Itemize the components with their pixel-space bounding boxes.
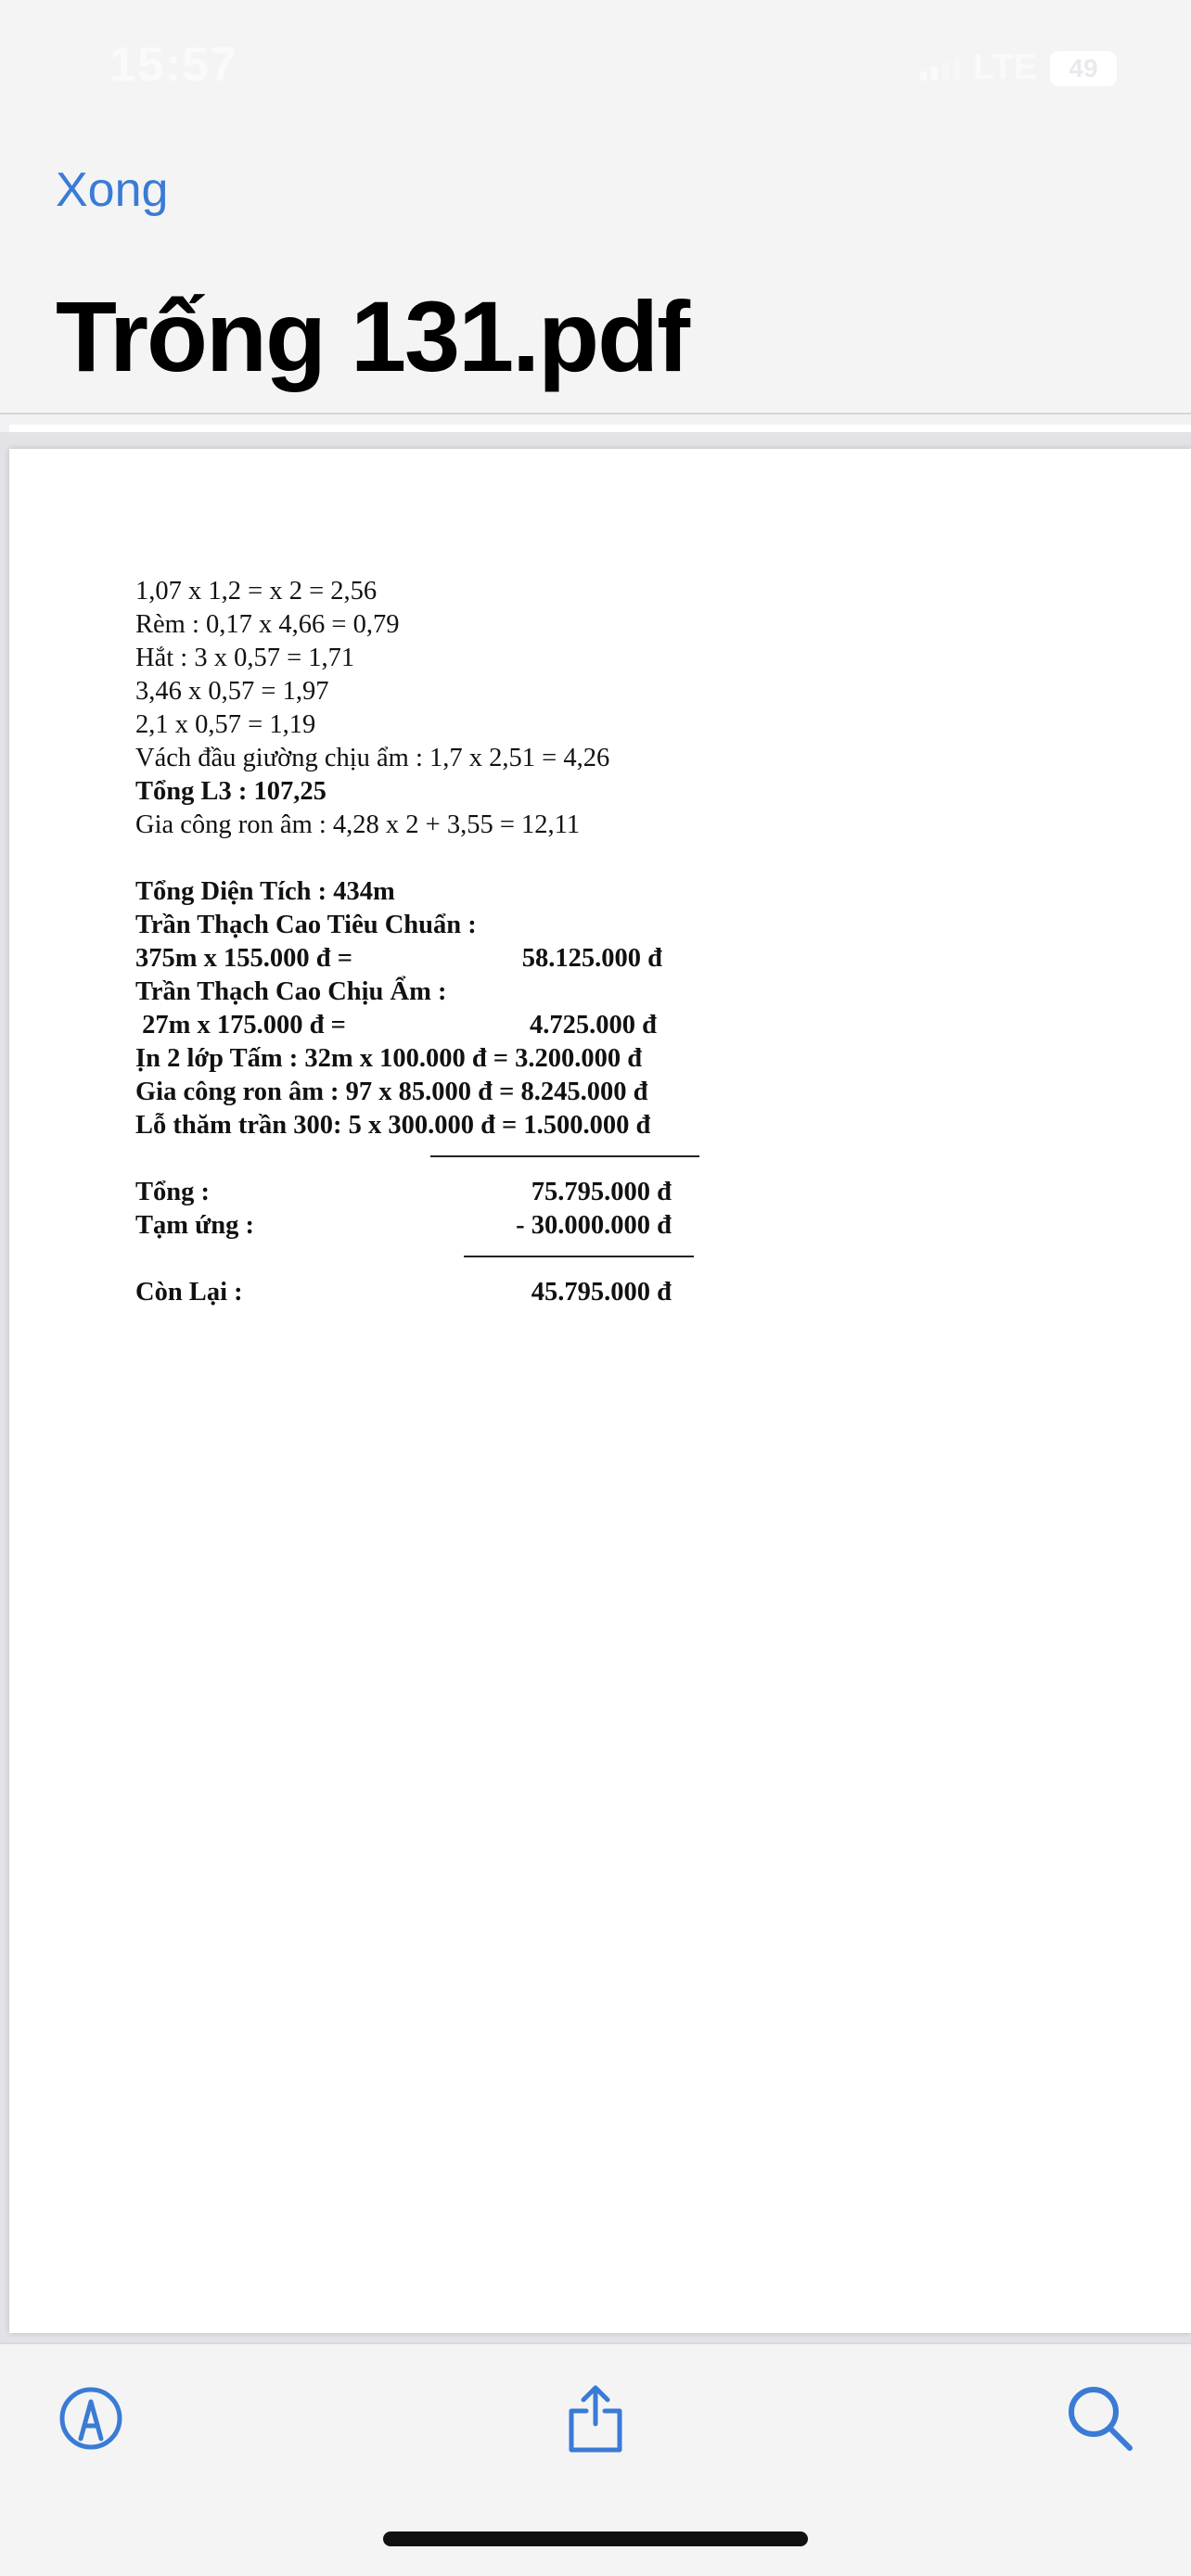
search-icon[interactable] — [1063, 2381, 1137, 2455]
advance-label: Tạm ứng : — [135, 1211, 254, 1240]
pdf-page — [9, 449, 1191, 2333]
remaining-label: Còn Lại : — [135, 1278, 243, 1307]
standard-ceiling-value: 58.125.000 đ — [521, 944, 662, 973]
remaining-row — [135, 1276, 672, 1309]
moisture-ceiling-value: 4.725.000 đ — [530, 1011, 657, 1039]
standard-ceiling-calc: 375m x 155.000 đ = — [135, 944, 352, 973]
doc-line: 3,46 x 0,57 = 1,97 — [135, 677, 329, 706]
inspection-hatch-line: Lỗ thăm trần 300: 5 x 300.000 đ = 1.500.000 đ — [135, 1111, 651, 1140]
markup-pen-icon[interactable] — [54, 2381, 128, 2455]
total-l3: Tổng L3 : 107,25 — [135, 777, 327, 806]
previous-page-edge — [9, 425, 1191, 432]
moisture-ceiling-heading: Trần Thạch Cao Chịu Ẩm : — [135, 977, 447, 1006]
nav-divider — [0, 413, 1191, 414]
doc-line: Hắt : 3 x 0,57 = 1,71 — [135, 644, 355, 672]
doc-line: 2,1 x 0,57 = 1,19 — [135, 710, 316, 739]
battery-icon: 49 — [1050, 51, 1117, 86]
doc-line: Rèm : 0,17 x 4,66 = 0,79 — [135, 610, 400, 639]
share-icon[interactable] — [558, 2381, 633, 2455]
status-bar — [0, 0, 1191, 139]
advance-value: - 30.000.000 đ — [516, 1211, 672, 1240]
total-label: Tổng : — [135, 1178, 210, 1206]
standard-ceiling-heading: Trần Thạch Cao Tiêu Chuẩn : — [135, 911, 477, 939]
done-button[interactable]: Xong — [56, 163, 169, 217]
doc-line: 1,07 x 1,2 = x 2 = 2,56 — [135, 577, 378, 606]
navigation-bar — [0, 139, 1191, 413]
doc-line: Gia công ron âm : 4,28 x 2 + 3,55 = 12,11 — [135, 810, 581, 839]
grooving-line: Gia công ron âm : 97 x 85.000 đ = 8.245.000 đ — [135, 1078, 648, 1106]
advance-row — [135, 1209, 672, 1243]
doc-line: Vách đầu giường chịu ẩm : 1,7 x 2,51 = 4,26 — [135, 744, 610, 772]
document-title: Trống 131.pdf — [56, 280, 689, 392]
standard-ceiling-row — [135, 942, 662, 976]
moisture-ceiling-calc: 27m x 175.000 đ = — [135, 1011, 346, 1039]
home-indicator[interactable] — [383, 2531, 808, 2546]
status-time: 15:57 — [109, 38, 237, 92]
network-type: LTE — [973, 48, 1037, 87]
remaining-value: 45.795.000 đ — [531, 1278, 672, 1307]
total-row — [135, 1176, 672, 1209]
status-indicators — [920, 48, 1117, 88]
total-area: Tổng Diện Tích : 434m — [135, 877, 395, 906]
total-value: 75.795.000 đ — [531, 1178, 672, 1206]
moisture-ceiling-row — [135, 1009, 657, 1042]
print-layers-line: Ịn 2 lớp Tấm : 32m x 100.000 đ = 3.200.000 đ — [135, 1044, 643, 1073]
pdf-text-content — [135, 575, 672, 1309]
cellular-signal-icon — [920, 57, 960, 81]
